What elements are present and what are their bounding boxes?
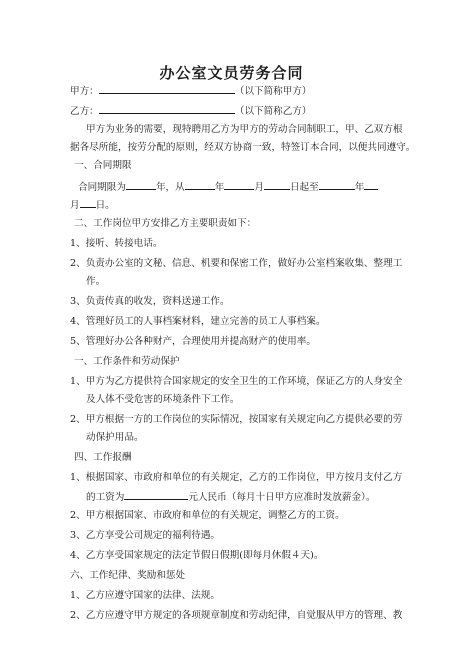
- party-a-blank[interactable]: [99, 84, 235, 94]
- party-b-note: （以下简称乙方）: [234, 106, 312, 117]
- term-line-1: [78, 180, 378, 194]
- wage-note: 元人民币（每月十日甲方应准时发放薪金）。: [188, 492, 376, 503]
- list-item: 2、负责办公室的文秘、信息、机要和保密工作，做好办公室档案收集、整理工: [70, 258, 403, 269]
- start-month-blank[interactable]: [224, 180, 254, 190]
- start-year-label: 年: [214, 182, 225, 193]
- end-year-blank[interactable]: [319, 180, 355, 190]
- list-item: 1、乙方应遵守国家的法律、法规。: [70, 590, 221, 601]
- end-month-blank-start[interactable]: [364, 180, 378, 190]
- list-item: 3、负责传真的收发，资料送递工作。: [70, 296, 230, 307]
- section-3-heading: 一、工作条件和劳动保护: [74, 356, 180, 367]
- end-day-blank[interactable]: [80, 198, 96, 208]
- party-b-label: 乙方：: [70, 106, 99, 117]
- list-item: 3、乙方享受公司规定的福利待遇。: [70, 530, 221, 541]
- intro-line-2: 据各尽所能，按劳分配的原则，经双方协商一致，特签订本合同，以便共同遵守。: [70, 142, 416, 153]
- wage-label: 的工资为: [86, 492, 125, 503]
- list-item: 1、甲方为乙方提供符合国家规定的安全卫生的工作环境，保证乙方的人身安全: [70, 376, 403, 387]
- term-from-label: 年，从: [155, 182, 185, 193]
- list-item: 1、接听、转接电话。: [70, 238, 163, 249]
- party-b-line: [70, 104, 312, 118]
- wage-line: [86, 490, 375, 504]
- list-item: 4、乙方享受国家规定的法定节假日假期(即每月休假４天)。: [70, 550, 324, 561]
- list-item-continuation: 及人体不受危害的环境条件下工作。: [86, 394, 240, 405]
- start-month-label: 月: [254, 182, 264, 193]
- end-day-label: 日。: [95, 200, 115, 211]
- term-line-2: [70, 198, 115, 212]
- end-year-label: 年: [354, 182, 365, 193]
- list-item: 2、乙方应遵守甲方规定的各项规章制度和劳动纪律，自觉服从甲方的管理、教: [70, 610, 403, 621]
- section-1-heading: 一、合同期限: [74, 160, 132, 171]
- list-item: 5、管理好办公各种财产，合理使用并提高财产的使用率。: [70, 336, 316, 347]
- party-a-label: 甲方：: [70, 86, 99, 97]
- start-day-blank[interactable]: [264, 180, 290, 190]
- term-years-blank[interactable]: [126, 180, 156, 190]
- page-title: 办公室文员劳务合同: [159, 64, 304, 82]
- section-2-heading: 二、工作岗位甲方安排乙方主要职责如下：: [74, 218, 257, 229]
- list-item: 1、根据国家、市政府和单位的有关规定，乙方的工作岗位，甲方按月支付乙方: [70, 472, 403, 483]
- start-day-label: 日起至: [289, 182, 319, 193]
- party-a-line: [70, 84, 312, 98]
- end-month-label: 月: [70, 200, 80, 211]
- term-label: 合同期限为: [78, 182, 126, 193]
- intro-line-1: 甲方为业务的需要，现特聘用乙方为甲方的劳动合同制职工，甲、乙双方根: [86, 124, 403, 135]
- party-a-note: （以下简称甲方）: [234, 86, 312, 97]
- list-item-continuation: 作。: [86, 276, 106, 287]
- start-year-blank[interactable]: [185, 180, 215, 190]
- list-item: 4、管理好员工的人事档案材料，建立完善的员工人事档案。: [70, 316, 326, 327]
- list-item: 2、甲方根据国家、市政府和单位的有关规定，调整乙方的工资。: [70, 510, 345, 521]
- section-4-heading: 四、工作报酬: [74, 452, 132, 463]
- list-item-continuation: 动保护用品。: [86, 432, 144, 443]
- party-b-blank[interactable]: [99, 104, 235, 114]
- wage-amount-blank[interactable]: [124, 490, 188, 500]
- list-item: 2、甲方根据一方的工作岗位的实际情况，按国家有关规定向乙方提供必要的劳: [70, 414, 403, 425]
- section-5-heading: 六、工作纪律、奖励和惩处: [70, 570, 186, 581]
